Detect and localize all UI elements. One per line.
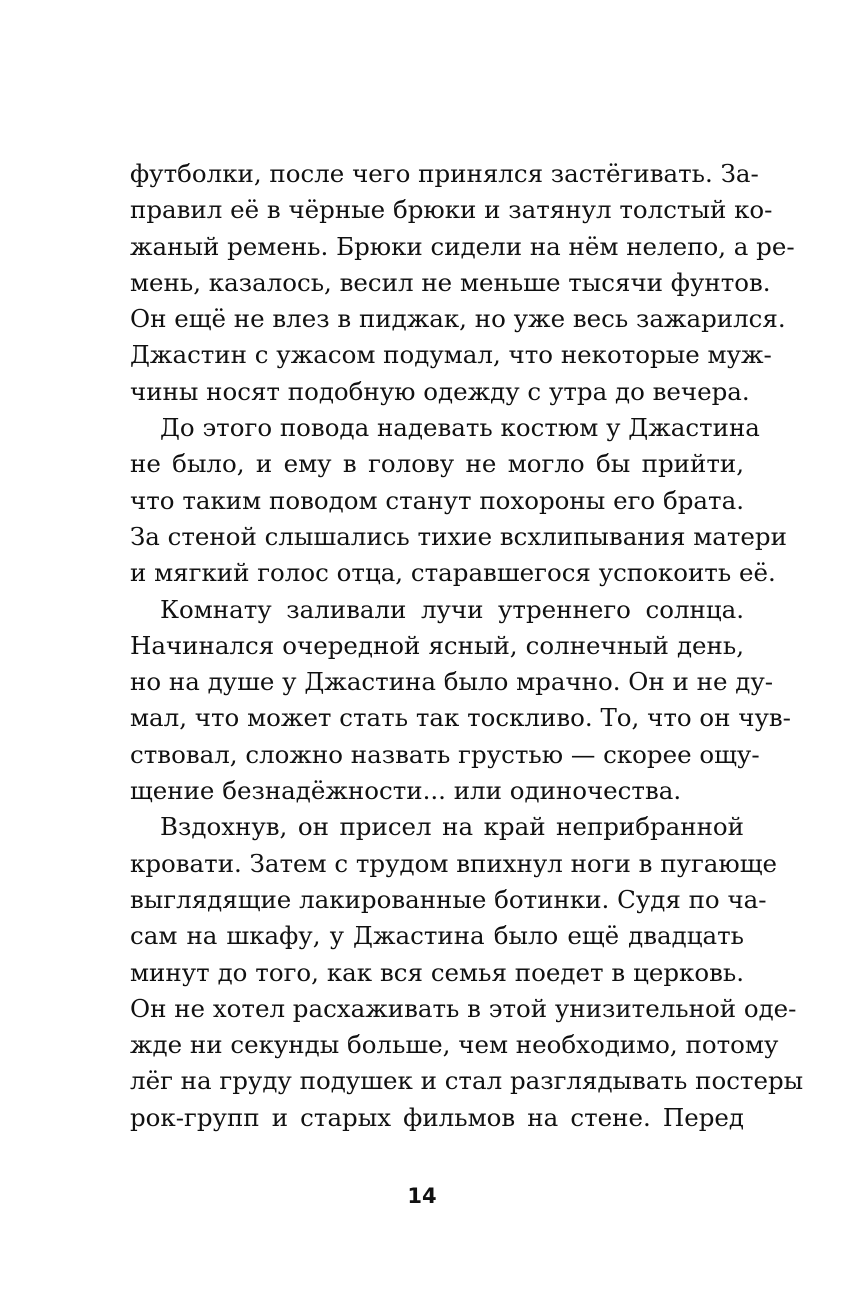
text-line: Вздохнув, он присел на край неприбранной (160, 812, 744, 842)
text-line: чины носят подобную одежду с утра до вечера. (130, 376, 750, 406)
text-line: футболки, после чего принялся застёгивать. За- (130, 159, 759, 188)
text-line: Он ещё не влез в пиджак, но уже весь зажарился. (130, 304, 786, 334)
text-line: мал, что может стать так тоскливо. То, что он чув- (130, 703, 791, 733)
text-line: Джастин с ужасом подумал, что некоторые муж- (130, 340, 772, 370)
text-line: Начинался очередной ясный, солнечный день, (130, 630, 744, 660)
text-line: Комнату заливали лучи утреннего солнца. (160, 594, 744, 624)
text-line: жаный ремень. Брюки сидели на нём нелепо, а ре- (130, 231, 795, 261)
text-line: кровати. Затем с трудом впихнул ноги в пугающе (130, 848, 777, 878)
text-line: сам на шкафу, у Джастина было ещё двадцать (130, 921, 744, 951)
text-line: минут до того, как вся семья поедет в церковь. (130, 957, 744, 987)
text-line: жде ни секунды больше, чем необходимо, потому (130, 1030, 779, 1060)
text-line: выглядящие лакированные ботинки. Судя по ча- (130, 884, 767, 914)
text-line: не было, и ему в голову не могло бы прийти, (130, 449, 744, 479)
page-number: 14 (407, 1184, 437, 1208)
text-line: До этого повода надевать костюм у Джастина (160, 413, 760, 443)
text-line: щение безнадёжности... или одиночества. (130, 776, 682, 806)
text-line: За стеной слышались тихие всхлипывания матери (130, 521, 787, 551)
text-line: рок-групп и старых фильмов на стене. Перед (130, 1102, 744, 1132)
text-line: правил её в чёрные брюки и затянул толстый ко- (130, 195, 773, 225)
text-line: что таким поводом станут похороны его брата. (130, 485, 744, 515)
text-line: лёг на груду подушек и стал разглядывать постеры (130, 1066, 804, 1096)
text-line: мень, казалось, весил не меньше тысячи фунтов. (130, 267, 771, 297)
text-line: ствовал, сложно назвать грустью — скорее ощу- (130, 739, 760, 769)
body-text (130, 156, 804, 1136)
text-line: и мягкий голос отца, старавшегося успокоить её. (130, 558, 776, 588)
text-line: Он не хотел расхаживать в этой унизительной оде- (130, 993, 797, 1023)
text-line: но на душе у Джастина было мрачно. Он и не ду- (130, 667, 774, 697)
